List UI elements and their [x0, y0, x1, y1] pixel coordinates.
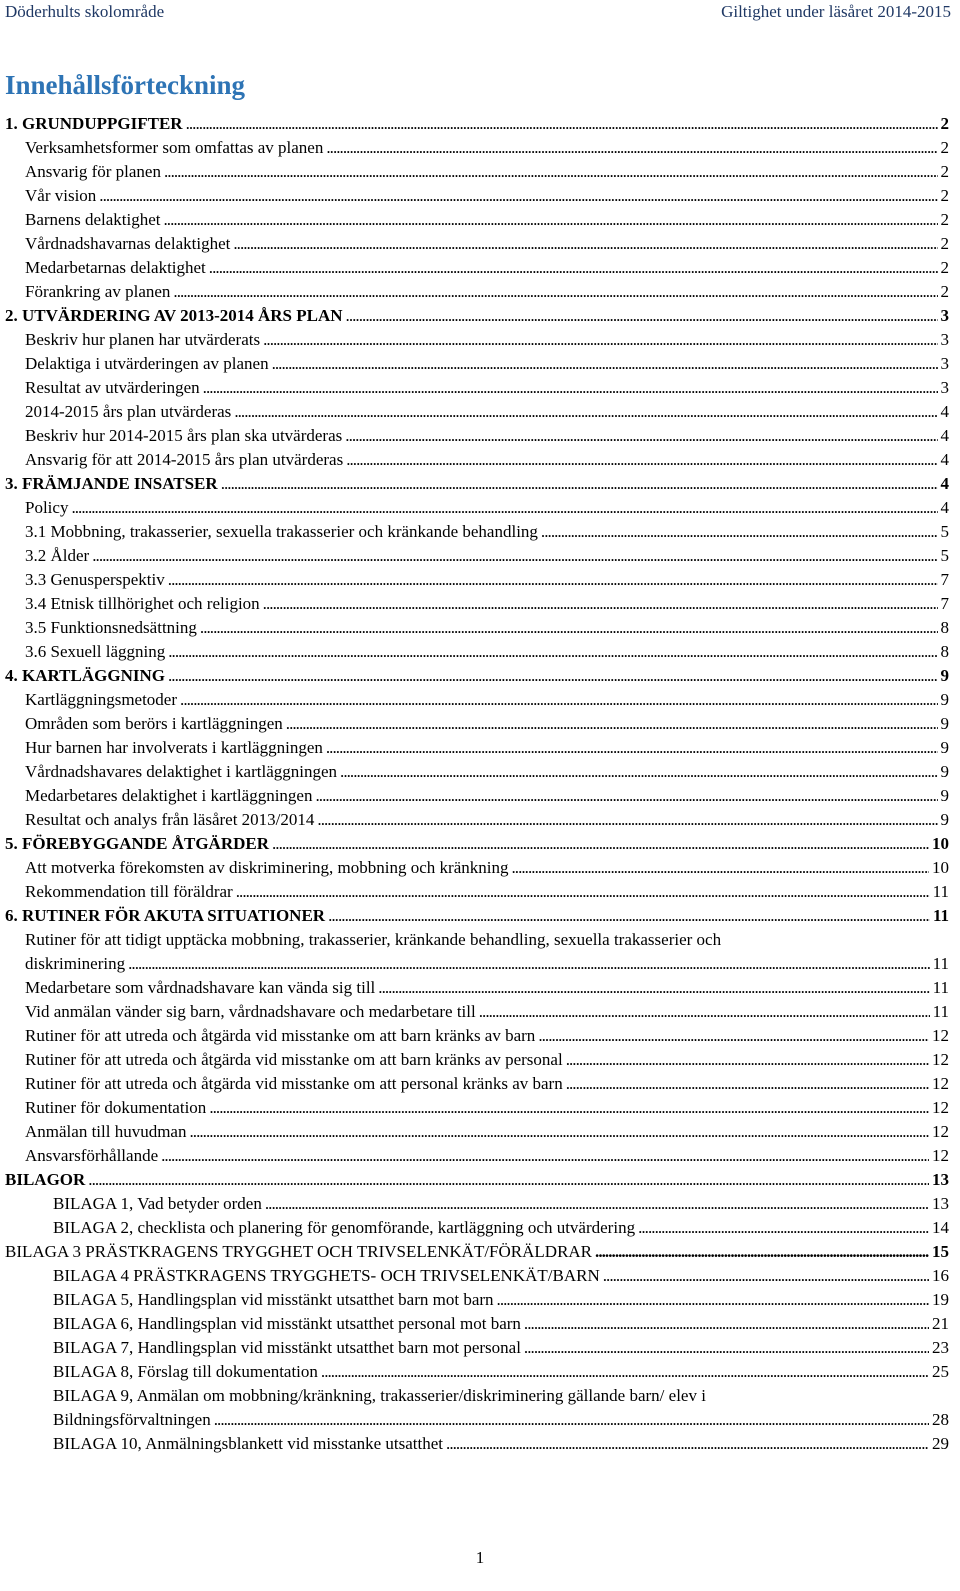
toc-entry-label: Ansvarsförhållande	[25, 1146, 159, 1165]
toc-entry-page: 2	[940, 114, 949, 133]
toc-entry-page: 12	[932, 1074, 949, 1093]
toc-entry-label: BILAGA 6, Handlingsplan vid misstänkt utsatthet personal mot barn	[53, 1314, 521, 1333]
toc-leader-dots	[233, 232, 937, 256]
toc-leader-dots	[161, 1144, 929, 1168]
toc-entry[interactable]	[5, 1216, 949, 1240]
toc-leader-dots	[214, 1408, 929, 1432]
header-validity: Giltighet under läsåret 2014-2015	[721, 2, 951, 21]
toc-entry-page: 7	[940, 594, 949, 613]
toc-entry[interactable]	[5, 448, 949, 472]
toc-entry-label: BILAGA 9, Anmälan om mobbning/kränkning, trakasserier/diskriminering gällande barn/ elev i	[53, 1386, 706, 1405]
toc-leader-dots	[99, 184, 937, 208]
toc-entry-page: 9	[940, 666, 949, 685]
toc-entry-label: 3.4 Etnisk tillhörighet och religion	[25, 594, 260, 613]
toc-entry-label: Vid anmälan vänder sig barn, vårdnadshavare och medarbetare till	[25, 1002, 476, 1021]
toc-leader-dots	[180, 688, 937, 712]
toc-entry-page: 2	[940, 234, 949, 253]
toc-entry-page: 25	[932, 1362, 949, 1381]
toc-leader-dots	[345, 424, 937, 448]
toc-leader-dots	[638, 1216, 929, 1240]
toc-entry-page: 3	[940, 306, 949, 325]
toc-entry-label: Beskriv hur planen har utvärderats	[25, 330, 261, 349]
toc-entry-page: 13	[932, 1170, 949, 1189]
toc-entry-label: 3.1 Mobbning, trakasserier, sexuella trakasserier och kränkande behandling	[25, 522, 538, 541]
toc-entry[interactable]	[5, 1432, 949, 1456]
toc-entry-label: BILAGA 5, Handlingsplan vid misstänkt utsatthet barn mot barn	[53, 1290, 494, 1309]
toc-entry-page: 4	[940, 426, 949, 445]
toc-entry-label: Resultat av utvärderingen	[25, 378, 200, 397]
toc-entry-label: BILAGA 4 PRÄSTKRAGENS TRYGGHETS- OCH TRIVSELENKÄT/BARN	[53, 1266, 600, 1285]
toc-entry-page: 10	[932, 834, 949, 853]
toc-entry-label: Medarbetares delaktighet i kartläggningen	[25, 786, 313, 805]
toc-entry[interactable]	[5, 472, 949, 496]
toc-entry[interactable]	[5, 616, 949, 640]
toc-entry-label: Beskriv hur 2014-2015 års plan ska utvärderas	[25, 426, 343, 445]
toc-entry-label: Rekommendation till föräldrar	[25, 882, 233, 901]
toc-entry-page: 2	[940, 282, 949, 301]
toc-leader-dots	[234, 400, 937, 424]
toc-entry[interactable]	[5, 808, 949, 832]
toc-entry-page: 19	[932, 1290, 949, 1309]
toc-leader-dots	[71, 496, 937, 520]
toc-entry-label: Resultat och analys från läsåret 2013/2014	[25, 810, 315, 829]
toc-leader-dots	[479, 1000, 930, 1024]
table-of-contents	[5, 112, 949, 1456]
header-school-name: Döderhults skolområde	[5, 2, 165, 21]
toc-entry[interactable]	[5, 1096, 949, 1120]
toc-entry-label: Rutiner för att tidigt upptäcka mobbning, trakasserier, kränkande behandling, sexuella trakasserier och	[25, 930, 722, 949]
toc-entry-page: 15	[932, 1242, 949, 1261]
toc-entry-label: Vårdnadshavarnas delaktighet	[25, 234, 231, 253]
toc-entry-label: 1. GRUNDUPPGIFTER	[5, 114, 183, 133]
toc-entry[interactable]	[5, 880, 949, 904]
toc-leader-dots	[566, 1048, 929, 1072]
toc-leader-dots	[173, 280, 937, 304]
toc-entry[interactable]	[5, 1144, 949, 1168]
toc-entry[interactable]	[5, 496, 949, 520]
toc-leader-dots	[566, 1072, 929, 1096]
toc-entry-page: 2	[940, 258, 949, 277]
toc-entry-label: Hur barnen har involverats i kartläggningen	[25, 738, 323, 757]
toc-entry-label: 5. FÖREBYGGANDE ÅTGÄRDER	[5, 834, 269, 853]
toc-entry-page: 12	[932, 1026, 949, 1045]
toc-entry[interactable]	[5, 712, 949, 736]
toc-leader-dots	[326, 136, 937, 160]
toc-entry[interactable]	[5, 160, 949, 184]
toc-entry[interactable]	[5, 520, 949, 544]
toc-entry-label: 2014-2015 års plan utvärderas	[25, 402, 232, 421]
toc-leader-dots	[272, 352, 938, 376]
toc-entry-label: Barnens delaktighet	[25, 210, 161, 229]
toc-leader-dots	[340, 760, 937, 784]
toc-entry-label: Att motverka förekomsten av diskriminering, mobbning och kränkning	[25, 858, 509, 877]
toc-entry-page: 4	[940, 450, 949, 469]
toc-entry-label: Vår vision	[25, 186, 97, 205]
toc-entry-label: Vårdnadshavares delaktighet i kartläggningen	[25, 762, 338, 781]
toc-entry-page: 11	[932, 954, 949, 973]
toc-entry[interactable]	[5, 1288, 949, 1312]
toc-entry-label: Rutiner för dokumentation	[25, 1098, 207, 1117]
toc-entry-label: 3.5 Funktionsnedsättning	[25, 618, 197, 637]
toc-entry-label: Rutiner för att utreda och åtgärda vid misstanke om att barn kränks av personal	[25, 1050, 563, 1069]
toc-entry[interactable]	[5, 664, 949, 688]
toc-entry-label: Rutiner för att utreda och åtgärda vid misstanke om att barn kränks av barn	[25, 1026, 536, 1045]
toc-leader-dots	[524, 1336, 929, 1360]
toc-entry-page: 16	[932, 1266, 949, 1285]
toc-entry[interactable]	[5, 1240, 949, 1264]
toc-leader-dots	[595, 1240, 929, 1264]
toc-leader-dots	[346, 304, 938, 328]
toc-entry-page: 11	[932, 978, 949, 997]
toc-leader-dots	[263, 328, 937, 352]
toc-entry-label: Förankring av planen	[25, 282, 171, 301]
toc-entry-label: Kartläggningsmetoder	[25, 690, 178, 709]
toc-entry-label: Medarbetarnas delaktighet	[25, 258, 206, 277]
toc-entry[interactable]	[5, 688, 949, 712]
toc-entry-label: Policy	[25, 498, 69, 517]
toc-entry-label: BILAGA 10, Anmälningsblankett vid misstanke utsatthet	[53, 1434, 444, 1453]
toc-entry-page: 9	[940, 738, 949, 757]
toc-entry[interactable]	[5, 904, 949, 928]
toc-entry-label: 2. UTVÄRDERING AV 2013-2014 ÅRS PLAN	[5, 306, 343, 325]
toc-entry[interactable]	[5, 760, 949, 784]
toc-entry-page: 8	[940, 618, 949, 637]
toc-entry-page: 28	[932, 1410, 949, 1429]
toc-entry[interactable]	[5, 208, 949, 232]
toc-leader-dots	[168, 664, 938, 688]
toc-leader-dots	[168, 568, 938, 592]
toc-entry-label: BILAGA 7, Handlingsplan vid misstänkt utsatthet barn mot personal	[53, 1338, 521, 1357]
toc-leader-dots	[511, 856, 929, 880]
toc-leader-dots	[209, 256, 938, 280]
toc-leader-dots	[168, 640, 937, 664]
toc-leader-dots	[524, 1312, 929, 1336]
toc-entry-label-cont: Bildningsförvaltningen	[53, 1410, 211, 1429]
toc-entry-label: Delaktiga i utvärderingen av planen	[25, 354, 269, 373]
toc-entry[interactable]	[5, 976, 949, 1000]
toc-leader-dots	[128, 952, 930, 976]
toc-title: Innehållsförteckning	[5, 70, 246, 100]
toc-entry-label: 3. FRÄMJANDE INSATSER	[5, 474, 218, 493]
toc-leader-dots	[326, 736, 938, 760]
toc-entry[interactable]	[5, 1024, 949, 1048]
toc-entry[interactable]	[5, 544, 949, 568]
toc-leader-dots	[189, 1120, 929, 1144]
toc-entry-page: 9	[940, 786, 949, 805]
toc-entry-label: BILAGA 8, Förslag till dokumentation	[53, 1362, 318, 1381]
toc-entry-page: 10	[932, 858, 949, 877]
toc-leader-dots	[497, 1288, 929, 1312]
toc-entry[interactable]	[5, 1336, 949, 1360]
toc-entry-label: Verksamhetsformer som omfattas av planen	[25, 138, 324, 157]
toc-entry-page: 12	[932, 1098, 949, 1117]
toc-entry-page: 9	[940, 810, 949, 829]
toc-entry[interactable]	[5, 832, 949, 856]
toc-leader-dots	[263, 592, 938, 616]
toc-entry[interactable]	[5, 136, 949, 160]
page-header	[5, 0, 951, 30]
toc-leader-dots	[236, 880, 930, 904]
toc-leader-dots	[164, 208, 938, 232]
toc-entry[interactable]	[5, 400, 949, 424]
toc-entry-page: 4	[940, 498, 949, 517]
toc-entry-page: 2	[940, 210, 949, 229]
toc-entry[interactable]	[5, 328, 949, 352]
toc-entry[interactable]	[5, 1000, 949, 1024]
toc-entry[interactable]	[5, 304, 949, 328]
toc-leader-dots	[378, 976, 929, 1000]
toc-entry[interactable]	[5, 352, 949, 376]
toc-entry[interactable]	[5, 856, 949, 880]
toc-leader-dots	[328, 904, 930, 928]
toc-entry-page: 3	[940, 378, 949, 397]
toc-leader-dots	[346, 448, 937, 472]
toc-entry-label: BILAGOR	[5, 1170, 86, 1189]
toc-entry[interactable]	[5, 256, 949, 280]
toc-entry-label: 3.6 Sexuell läggning	[25, 642, 166, 661]
toc-entry[interactable]	[5, 1192, 949, 1216]
toc-entry-label-cont: diskriminering	[25, 954, 126, 973]
toc-entry[interactable]	[5, 640, 949, 664]
toc-entry-label: Anmälan till huvudman	[25, 1122, 187, 1141]
toc-leader-dots	[272, 832, 929, 856]
toc-entry[interactable]	[5, 232, 949, 256]
toc-leader-dots	[209, 1096, 929, 1120]
toc-entry-label: 3.3 Genusperspektiv	[25, 570, 165, 589]
toc-entry-label: Medarbetare som vårdnadshavare kan vända sig till	[25, 978, 376, 997]
toc-entry-page: 2	[940, 186, 949, 205]
toc-entry[interactable]	[5, 280, 949, 304]
toc-entry-label: Ansvarig för planen	[25, 162, 161, 181]
toc-entry-page: 11	[932, 1002, 949, 1021]
toc-entry-page: 7	[940, 570, 949, 589]
toc-entry-page: 14	[932, 1218, 949, 1237]
toc-entry[interactable]	[5, 1120, 949, 1144]
toc-leader-dots	[200, 616, 938, 640]
toc-leader-dots	[315, 784, 937, 808]
toc-entry-label: Ansvarig för att 2014-2015 års plan utvärderas	[25, 450, 344, 469]
toc-entry[interactable]	[5, 1072, 949, 1096]
toc-leader-dots	[88, 1168, 929, 1192]
toc-entry[interactable]	[5, 736, 949, 760]
toc-entry-label: BILAGA 3 PRÄSTKRAGENS TRYGGHET OCH TRIVSELENKÄT/FÖRÄLDRAR	[5, 1242, 593, 1261]
toc-leader-dots	[186, 112, 938, 136]
toc-leader-dots	[317, 808, 937, 832]
toc-entry[interactable]	[5, 1384, 949, 1432]
toc-entry-page: 13	[932, 1194, 949, 1213]
toc-entry[interactable]	[5, 784, 949, 808]
toc-entry-page: 12	[932, 1050, 949, 1069]
toc-leader-dots	[286, 712, 938, 736]
toc-leader-dots	[541, 520, 938, 544]
toc-entry[interactable]	[5, 592, 949, 616]
toc-entry[interactable]	[5, 1048, 949, 1072]
toc-entry-label: BILAGA 1, Vad betyder orden	[53, 1194, 262, 1213]
toc-leader-dots	[265, 1192, 929, 1216]
toc-entry-page: 9	[940, 690, 949, 709]
toc-leader-dots	[603, 1264, 929, 1288]
toc-entry-page: 12	[932, 1146, 949, 1165]
toc-leader-dots	[446, 1432, 929, 1456]
toc-entry-page: 2	[940, 138, 949, 157]
toc-entry[interactable]	[5, 112, 949, 136]
toc-entry-page: 8	[940, 642, 949, 661]
toc-entry[interactable]	[5, 568, 949, 592]
toc-entry[interactable]	[5, 1168, 949, 1192]
page-number: 1	[475, 1548, 485, 1567]
toc-leader-dots	[321, 1360, 929, 1384]
toc-leader-dots	[92, 544, 937, 568]
toc-entry-label: Rutiner för att utreda och åtgärda vid misstanke om att personal kränks av barn	[25, 1074, 563, 1093]
toc-entry-page: 23	[932, 1338, 949, 1357]
toc-entry-label: 6. RUTINER FÖR AKUTA SITUATIONER	[5, 906, 326, 925]
toc-entry-page: 11	[932, 882, 949, 901]
toc-entry[interactable]	[5, 1264, 949, 1288]
toc-entry-label: BILAGA 2, checklista och planering för genomförande, kartläggning och utvärdering	[53, 1218, 636, 1237]
toc-entry[interactable]	[5, 376, 949, 400]
toc-entry-page: 5	[940, 522, 949, 541]
toc-entry-page: 11	[932, 906, 949, 925]
toc-entry-page: 21	[932, 1314, 949, 1333]
toc-entry-page: 9	[940, 714, 949, 733]
toc-leader-dots	[203, 376, 938, 400]
toc-entry[interactable]	[5, 928, 949, 976]
toc-entry-page: 9	[940, 762, 949, 781]
toc-leader-dots	[164, 160, 938, 184]
toc-entry[interactable]	[5, 1312, 949, 1336]
toc-entry-label: 4. KARTLÄGGNING	[5, 666, 165, 685]
toc-entry-label: 3.2 Ålder	[25, 546, 90, 565]
toc-entry-page: 5	[940, 546, 949, 565]
toc-entry[interactable]	[5, 424, 949, 448]
toc-entry-label: Områden som berörs i kartläggningen	[25, 714, 283, 733]
toc-entry[interactable]	[5, 1360, 949, 1384]
toc-entry[interactable]	[5, 184, 949, 208]
toc-entry-page: 4	[940, 402, 949, 421]
toc-leader-dots	[538, 1024, 929, 1048]
toc-entry-page: 29	[932, 1434, 949, 1453]
toc-entry-page: 12	[932, 1122, 949, 1141]
toc-entry-page: 4	[940, 474, 949, 493]
toc-entry-page: 2	[940, 162, 949, 181]
toc-leader-dots	[221, 472, 938, 496]
toc-entry-page: 3	[940, 354, 949, 373]
toc-entry-page: 3	[940, 330, 949, 349]
